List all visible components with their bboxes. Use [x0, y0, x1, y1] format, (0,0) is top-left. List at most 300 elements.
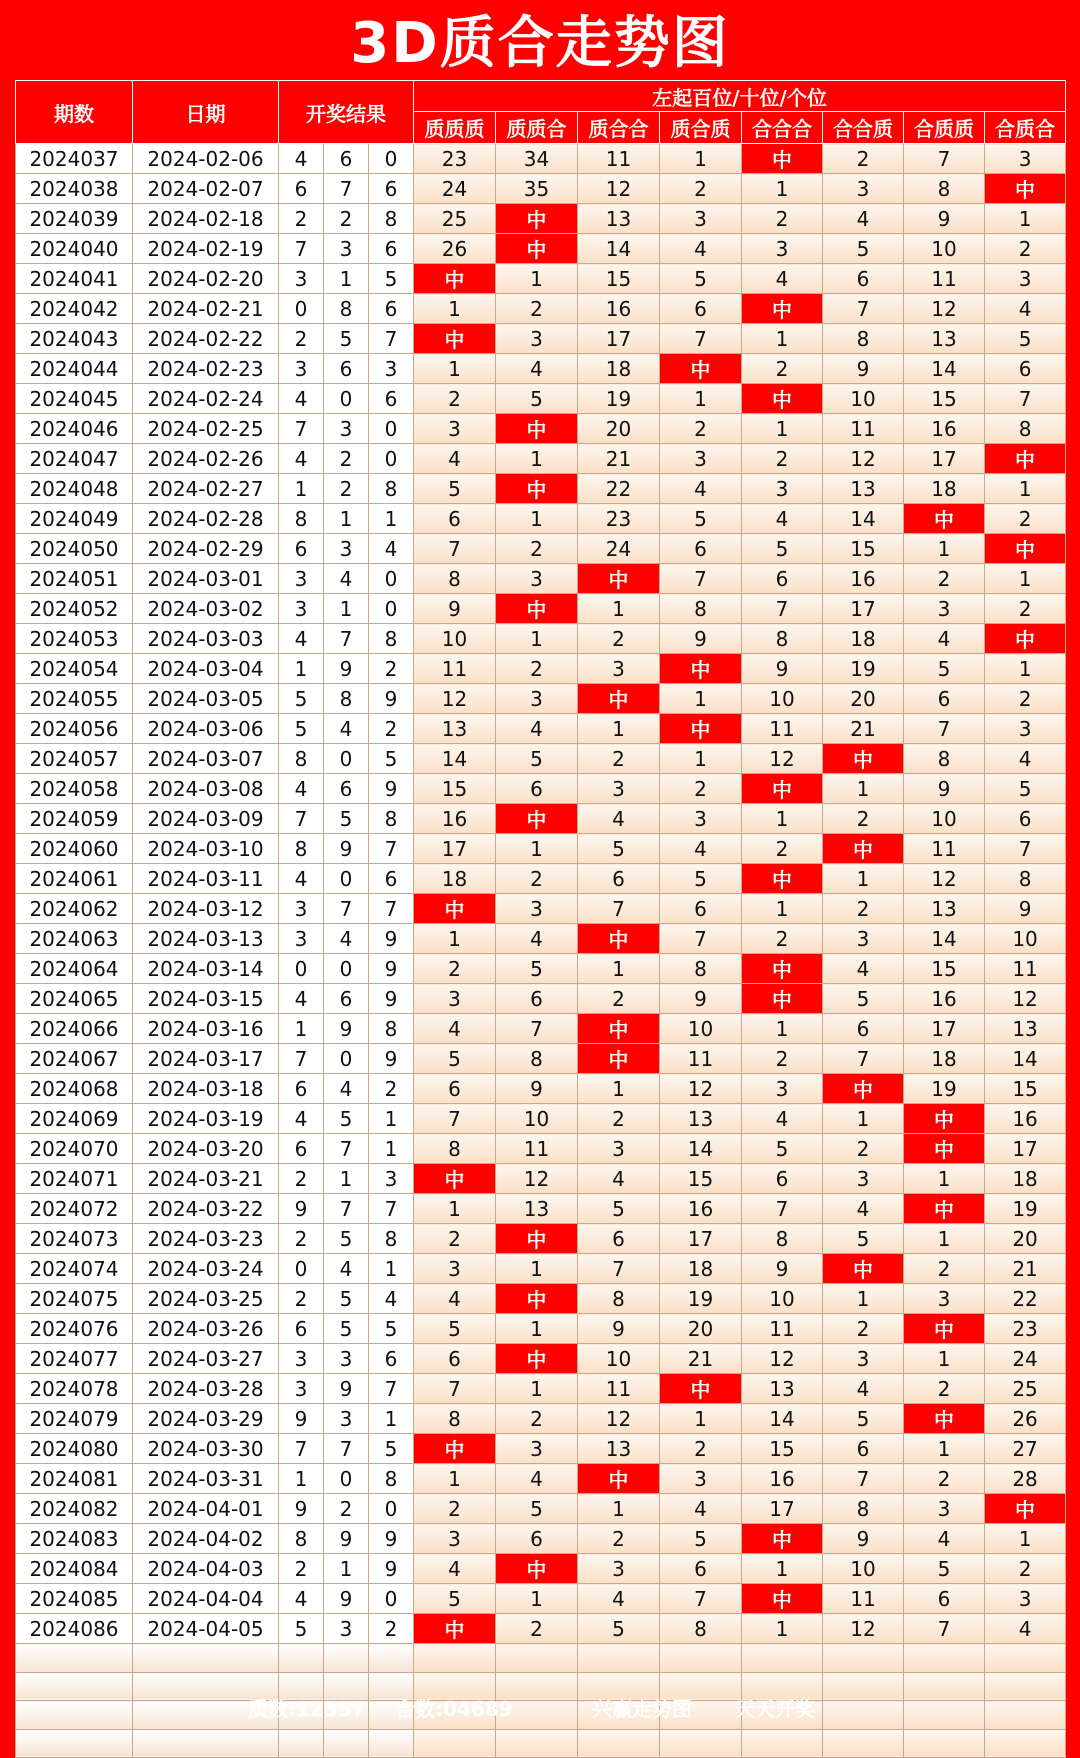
miss-count: 9: [414, 594, 496, 624]
table-row: [16, 684, 1066, 714]
empty-cell: [279, 1644, 324, 1673]
result-digit: 0: [369, 1494, 414, 1524]
miss-count: 5: [414, 1314, 496, 1344]
table-row: [16, 1374, 1066, 1404]
miss-count: 1: [660, 1404, 742, 1434]
pattern-header: 合合质: [823, 112, 904, 144]
miss-count: 3: [414, 414, 496, 444]
miss-count: 13: [660, 1104, 742, 1134]
result-digit: 3: [279, 564, 324, 594]
pattern-header: 质合合: [578, 112, 660, 144]
result-digit: 3: [324, 1614, 369, 1644]
hit-marker: 中: [496, 234, 578, 264]
miss-count: 8: [985, 414, 1066, 444]
header-group-label: 左起百位/十位/个位: [414, 81, 1066, 112]
date-cell: 2024-03-19: [133, 1104, 279, 1134]
miss-count: 17: [823, 594, 904, 624]
miss-count: 8: [904, 744, 985, 774]
miss-count: 3: [578, 1554, 660, 1584]
table-row: [16, 1554, 1066, 1584]
table-row: [16, 1194, 1066, 1224]
miss-count: 3: [904, 1494, 985, 1524]
miss-count: 2: [742, 834, 823, 864]
miss-count: 11: [496, 1134, 578, 1164]
date-cell: 2024-03-02: [133, 594, 279, 624]
date-cell: 2024-03-08: [133, 774, 279, 804]
miss-count: 11: [823, 1584, 904, 1614]
result-digit: 5: [324, 1284, 369, 1314]
miss-count: 2: [660, 174, 742, 204]
hit-marker: 中: [660, 714, 742, 744]
table-row: [16, 564, 1066, 594]
miss-count: 9: [496, 1074, 578, 1104]
result-digit: 3: [279, 894, 324, 924]
header-period: 期数: [16, 81, 133, 144]
miss-count: 12: [904, 864, 985, 894]
miss-count: 1: [742, 324, 823, 354]
miss-count: 7: [904, 714, 985, 744]
period-cell: 2024041: [16, 264, 133, 294]
result-digit: 7: [324, 174, 369, 204]
miss-count: 19: [660, 1284, 742, 1314]
result-digit: 7: [369, 834, 414, 864]
result-digit: 8: [369, 474, 414, 504]
miss-count: 6: [496, 1524, 578, 1554]
table-header: [16, 81, 1066, 144]
miss-count: 18: [904, 474, 985, 504]
result-digit: 7: [324, 1194, 369, 1224]
miss-count: 7: [742, 1194, 823, 1224]
trend-table: [15, 80, 1066, 1758]
pattern-header: 合合合: [742, 112, 823, 144]
miss-count: 2: [660, 1434, 742, 1464]
miss-count: 2: [414, 384, 496, 414]
miss-count: 9: [904, 774, 985, 804]
hit-marker: 中: [660, 654, 742, 684]
empty-cell: [985, 1644, 1066, 1673]
miss-count: 1: [742, 894, 823, 924]
miss-count: 28: [985, 1464, 1066, 1494]
result-digit: 2: [369, 654, 414, 684]
date-cell: 2024-02-29: [133, 534, 279, 564]
footer-composite-label: 合数:04689: [395, 1697, 513, 1721]
miss-count: 12: [823, 444, 904, 474]
miss-count: 3: [904, 594, 985, 624]
miss-count: 6: [904, 684, 985, 714]
period-cell: 2024049: [16, 504, 133, 534]
miss-count: 1: [985, 474, 1066, 504]
period-cell: 2024086: [16, 1614, 133, 1644]
miss-count: 4: [985, 744, 1066, 774]
miss-count: 7: [578, 894, 660, 924]
miss-count: 26: [985, 1404, 1066, 1434]
miss-count: 8: [414, 1134, 496, 1164]
miss-count: 2: [578, 624, 660, 654]
result-digit: 1: [279, 654, 324, 684]
period-cell: 2024069: [16, 1104, 133, 1134]
result-digit: 1: [369, 1134, 414, 1164]
result-digit: 3: [279, 1344, 324, 1374]
miss-count: 18: [823, 624, 904, 654]
miss-count: 2: [742, 204, 823, 234]
miss-count: 7: [660, 924, 742, 954]
miss-count: 8: [414, 1404, 496, 1434]
miss-count: 25: [414, 204, 496, 234]
miss-count: 14: [904, 924, 985, 954]
date-cell: 2024-02-28: [133, 504, 279, 534]
miss-count: 3: [660, 1464, 742, 1494]
miss-count: 20: [578, 414, 660, 444]
date-cell: 2024-03-17: [133, 1044, 279, 1074]
hit-marker: 中: [742, 384, 823, 414]
result-digit: 9: [279, 1494, 324, 1524]
miss-count: 16: [904, 414, 985, 444]
hit-marker: 中: [985, 624, 1066, 654]
hit-marker: 中: [660, 354, 742, 384]
table-row: [16, 1164, 1066, 1194]
miss-count: 9: [578, 1314, 660, 1344]
header-result: 开奖结果: [279, 81, 414, 144]
hit-marker: 中: [414, 1164, 496, 1194]
miss-count: 2: [414, 1224, 496, 1254]
hit-marker: 中: [660, 1374, 742, 1404]
miss-count: 10: [904, 804, 985, 834]
table-row: [16, 774, 1066, 804]
period-cell: 2024037: [16, 144, 133, 174]
empty-row: [16, 1729, 1066, 1758]
miss-count: 10: [742, 1284, 823, 1314]
miss-count: 2: [578, 744, 660, 774]
result-digit: 2: [279, 1284, 324, 1314]
miss-count: 13: [578, 204, 660, 234]
date-cell: 2024-03-14: [133, 954, 279, 984]
miss-count: 4: [823, 1374, 904, 1404]
miss-count: 7: [904, 144, 985, 174]
table-row: [16, 1464, 1066, 1494]
miss-count: 3: [414, 1254, 496, 1284]
result-digit: 5: [369, 1434, 414, 1464]
miss-count: 12: [742, 1344, 823, 1374]
date-cell: 2024-03-04: [133, 654, 279, 684]
result-digit: 4: [279, 984, 324, 1014]
hit-marker: 中: [414, 1614, 496, 1644]
miss-count: 16: [823, 564, 904, 594]
result-digit: 3: [279, 354, 324, 384]
miss-count: 6: [904, 1584, 985, 1614]
result-digit: 6: [279, 1314, 324, 1344]
miss-count: 11: [904, 834, 985, 864]
miss-count: 13: [496, 1194, 578, 1224]
miss-count: 4: [578, 1584, 660, 1614]
miss-count: 5: [414, 474, 496, 504]
result-digit: 6: [324, 774, 369, 804]
result-digit: 1: [324, 264, 369, 294]
period-cell: 2024062: [16, 894, 133, 924]
miss-count: 20: [985, 1224, 1066, 1254]
miss-count: 16: [742, 1464, 823, 1494]
miss-count: 2: [496, 294, 578, 324]
miss-count: 5: [660, 504, 742, 534]
miss-count: 6: [496, 984, 578, 1014]
period-cell: 2024064: [16, 954, 133, 984]
miss-count: 2: [496, 534, 578, 564]
miss-count: 24: [578, 534, 660, 564]
miss-count: 3: [985, 144, 1066, 174]
result-digit: 9: [369, 1044, 414, 1074]
miss-count: 1: [496, 834, 578, 864]
miss-count: 1: [660, 384, 742, 414]
table-row: [16, 1494, 1066, 1524]
pattern-header: 质质合: [496, 112, 578, 144]
table-row: [16, 144, 1066, 174]
period-cell: 2024055: [16, 684, 133, 714]
result-digit: 7: [324, 1434, 369, 1464]
period-cell: 2024052: [16, 594, 133, 624]
hit-marker: 中: [578, 1464, 660, 1494]
result-digit: 7: [324, 624, 369, 654]
miss-count: 14: [578, 234, 660, 264]
miss-count: 12: [578, 174, 660, 204]
miss-count: 4: [660, 1494, 742, 1524]
miss-count: 18: [904, 1044, 985, 1074]
table-row: [16, 1344, 1066, 1374]
miss-count: 7: [414, 1374, 496, 1404]
miss-count: 1: [742, 1614, 823, 1644]
miss-count: 1: [414, 1194, 496, 1224]
miss-count: 5: [904, 654, 985, 684]
miss-count: 4: [823, 954, 904, 984]
table-row: [16, 1134, 1066, 1164]
miss-count: 2: [823, 144, 904, 174]
miss-count: 1: [904, 534, 985, 564]
miss-count: 15: [414, 774, 496, 804]
miss-count: 2: [496, 1404, 578, 1434]
miss-count: 19: [985, 1194, 1066, 1224]
miss-count: 7: [414, 1104, 496, 1134]
miss-count: 2: [660, 414, 742, 444]
period-cell: 2024075: [16, 1284, 133, 1314]
miss-count: 5: [742, 1134, 823, 1164]
miss-count: 9: [823, 354, 904, 384]
result-digit: 1: [324, 594, 369, 624]
empty-cell: [742, 1644, 823, 1673]
result-digit: 2: [324, 1494, 369, 1524]
date-cell: 2024-03-30: [133, 1434, 279, 1464]
result-digit: 2: [324, 204, 369, 234]
footer-prime-label: 质数:12357: [248, 1697, 366, 1721]
miss-count: 1: [823, 1284, 904, 1314]
date-cell: 2024-02-18: [133, 204, 279, 234]
miss-count: 6: [985, 354, 1066, 384]
period-cell: 2024043: [16, 324, 133, 354]
hit-marker: 中: [823, 834, 904, 864]
result-digit: 6: [324, 354, 369, 384]
result-digit: 2: [279, 1224, 324, 1254]
miss-count: 16: [985, 1104, 1066, 1134]
miss-count: 2: [904, 1374, 985, 1404]
miss-count: 12: [496, 1164, 578, 1194]
miss-count: 10: [904, 234, 985, 264]
hit-marker: 中: [904, 1104, 985, 1134]
period-cell: 2024079: [16, 1404, 133, 1434]
hit-marker: 中: [496, 1284, 578, 1314]
miss-count: 2: [742, 924, 823, 954]
miss-count: 13: [414, 714, 496, 744]
result-digit: 1: [324, 1164, 369, 1194]
miss-count: 1: [904, 1344, 985, 1374]
result-digit: 6: [324, 984, 369, 1014]
result-digit: 0: [369, 144, 414, 174]
miss-count: 27: [985, 1434, 1066, 1464]
result-digit: 9: [369, 1554, 414, 1584]
miss-count: 14: [742, 1404, 823, 1434]
miss-count: 1: [742, 1554, 823, 1584]
miss-count: 11: [904, 264, 985, 294]
footer-slogan: 天天开奖: [735, 1697, 815, 1721]
miss-count: 15: [742, 1434, 823, 1464]
empty-cell: [578, 1729, 660, 1758]
miss-count: 9: [742, 654, 823, 684]
period-cell: 2024066: [16, 1014, 133, 1044]
miss-count: 17: [985, 1134, 1066, 1164]
period-cell: 2024059: [16, 804, 133, 834]
miss-count: 21: [578, 444, 660, 474]
table-row: [16, 954, 1066, 984]
miss-count: 1: [742, 804, 823, 834]
table-row: [16, 1014, 1066, 1044]
result-digit: 4: [369, 534, 414, 564]
miss-count: 4: [414, 1014, 496, 1044]
miss-count: 17: [904, 444, 985, 474]
miss-count: 1: [496, 1374, 578, 1404]
miss-count: 8: [742, 624, 823, 654]
miss-count: 5: [904, 1554, 985, 1584]
miss-count: 15: [904, 954, 985, 984]
date-cell: 2024-02-22: [133, 324, 279, 354]
miss-count: 4: [660, 834, 742, 864]
hit-marker: 中: [578, 924, 660, 954]
miss-count: 1: [496, 264, 578, 294]
miss-count: 4: [496, 714, 578, 744]
date-cell: 2024-02-24: [133, 384, 279, 414]
result-digit: 8: [369, 1464, 414, 1494]
miss-count: 9: [742, 1254, 823, 1284]
date-cell: 2024-03-29: [133, 1404, 279, 1434]
hit-marker: 中: [414, 264, 496, 294]
table-row: [16, 1284, 1066, 1314]
date-cell: 2024-03-27: [133, 1344, 279, 1374]
empty-cell: [578, 1644, 660, 1673]
result-digit: 4: [324, 714, 369, 744]
miss-count: 20: [660, 1314, 742, 1344]
result-digit: 7: [369, 1374, 414, 1404]
table-row: [16, 474, 1066, 504]
miss-count: 5: [660, 864, 742, 894]
result-digit: 0: [279, 294, 324, 324]
period-cell: 2024070: [16, 1134, 133, 1164]
table-row: [16, 654, 1066, 684]
table-row: [16, 1044, 1066, 1074]
miss-count: 8: [985, 864, 1066, 894]
miss-count: 18: [660, 1254, 742, 1284]
result-digit: 3: [369, 354, 414, 384]
hit-marker: 中: [496, 1554, 578, 1584]
table-row: [16, 1404, 1066, 1434]
miss-count: 6: [660, 534, 742, 564]
miss-count: 10: [660, 1014, 742, 1044]
miss-count: 17: [578, 324, 660, 354]
result-digit: 2: [369, 1074, 414, 1104]
miss-count: 17: [904, 1014, 985, 1044]
miss-count: 10: [823, 384, 904, 414]
miss-count: 5: [578, 834, 660, 864]
period-cell: 2024068: [16, 1074, 133, 1104]
miss-count: 4: [496, 1464, 578, 1494]
result-digit: 6: [369, 864, 414, 894]
empty-cell: [742, 1729, 823, 1758]
result-digit: 6: [279, 1134, 324, 1164]
miss-count: 12: [742, 744, 823, 774]
empty-cell: [660, 1644, 742, 1673]
table-row: [16, 204, 1066, 234]
hit-marker: 中: [742, 1524, 823, 1554]
result-digit: 3: [324, 234, 369, 264]
miss-count: 2: [904, 1464, 985, 1494]
date-cell: 2024-02-25: [133, 414, 279, 444]
miss-count: 1: [904, 1434, 985, 1464]
table-row: [16, 324, 1066, 354]
date-cell: 2024-04-04: [133, 1584, 279, 1614]
miss-count: 7: [823, 294, 904, 324]
result-digit: 6: [369, 234, 414, 264]
miss-count: 17: [742, 1494, 823, 1524]
miss-count: 5: [823, 1224, 904, 1254]
miss-count: 7: [823, 1044, 904, 1074]
miss-count: 6: [742, 1164, 823, 1194]
miss-count: 4: [414, 444, 496, 474]
miss-count: 11: [660, 1044, 742, 1074]
empty-cell: [369, 1644, 414, 1673]
date-cell: 2024-02-19: [133, 234, 279, 264]
result-digit: 9: [324, 1014, 369, 1044]
table-row: [16, 984, 1066, 1014]
miss-count: 6: [414, 1074, 496, 1104]
miss-count: 26: [414, 234, 496, 264]
hit-marker: 中: [985, 1494, 1066, 1524]
pattern-header: 质合质: [660, 112, 742, 144]
period-cell: 2024038: [16, 174, 133, 204]
result-digit: 5: [279, 1614, 324, 1644]
miss-count: 13: [742, 1374, 823, 1404]
hit-marker: 中: [578, 684, 660, 714]
miss-count: 1: [985, 204, 1066, 234]
result-digit: 8: [369, 1224, 414, 1254]
hit-marker: 中: [496, 414, 578, 444]
miss-count: 6: [823, 1014, 904, 1044]
miss-count: 20: [823, 684, 904, 714]
miss-count: 5: [742, 534, 823, 564]
miss-count: 3: [823, 174, 904, 204]
hit-marker: 中: [414, 324, 496, 354]
result-digit: 9: [369, 774, 414, 804]
empty-cell: [904, 1729, 985, 1758]
miss-count: 21: [823, 714, 904, 744]
miss-count: 12: [414, 684, 496, 714]
result-digit: 9: [369, 1524, 414, 1554]
date-cell: 2024-02-26: [133, 444, 279, 474]
miss-count: 5: [985, 774, 1066, 804]
date-cell: 2024-03-24: [133, 1254, 279, 1284]
